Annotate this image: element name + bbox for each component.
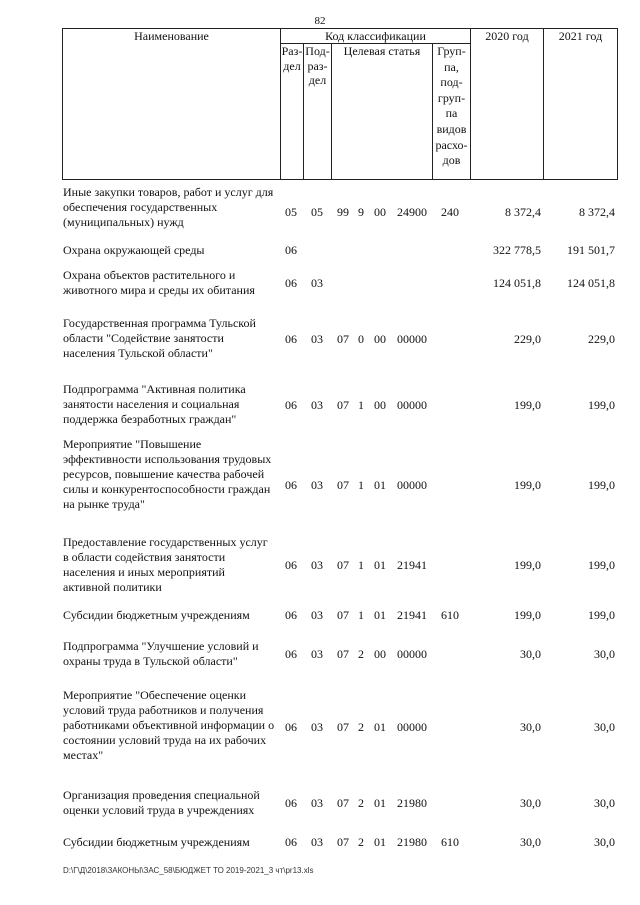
target-subprogram-cell: 1: [358, 608, 364, 622]
target-subprogram-cell: 1: [358, 478, 364, 492]
razdel-cell: 06: [285, 720, 297, 734]
podrazdel-cell: 03: [311, 647, 323, 661]
amount-2021-cell: 229,0: [588, 332, 615, 346]
amount-2021-cell: 191 501,7: [567, 243, 615, 257]
amount-2020-cell: 30,0: [520, 796, 541, 810]
target-subprogram-cell: 1: [358, 398, 364, 412]
target-subprogram-cell: 2: [358, 835, 364, 849]
row-name: Мероприятие "Обеспечение оценки условий труда работников и получения работниками объективной информации о состоянии условий труда на их рабочих местах": [63, 688, 275, 762]
target-event-cell: 01: [374, 608, 386, 622]
row-name: Охрана объектов растительного и животного мира и среды их обитания: [63, 268, 255, 297]
amount-2021-cell: 199,0: [588, 478, 615, 492]
razdel-cell: 06: [285, 608, 297, 622]
target-subprogram-cell: 2: [358, 720, 364, 734]
razdel-cell: 06: [285, 398, 297, 412]
amount-2021-cell: 8 372,4: [579, 205, 615, 219]
razdel-cell: 06: [285, 796, 297, 810]
target-subprogram-cell: 1: [358, 558, 364, 572]
row-name: Охрана окружающей среды: [63, 243, 205, 257]
row-name: Государственная программа Тульской области "Содействие занятости населения Тульской области": [63, 316, 256, 360]
page-number: 82: [314, 15, 326, 27]
expense-type-cell: 240: [441, 205, 459, 219]
header-kod-cell: [280, 28, 471, 44]
podrazdel-cell: 03: [311, 796, 323, 810]
target-direction-cell: 24900: [397, 205, 427, 219]
target-direction-cell: 21980: [397, 796, 427, 810]
podrazdel-cell: 05: [311, 205, 323, 219]
amount-2021-cell: 30,0: [594, 796, 615, 810]
amount-2020-cell: 124 051,8: [493, 276, 541, 290]
amount-2021-cell: 199,0: [588, 558, 615, 572]
target-subprogram-cell: 0: [358, 332, 364, 346]
podrazdel-cell: 03: [311, 558, 323, 572]
podrazdel-cell: 03: [311, 332, 323, 346]
target-direction-cell: 00000: [397, 398, 427, 412]
amount-2020-cell: 199,0: [514, 608, 541, 622]
amount-2020-cell: 30,0: [520, 720, 541, 734]
target-program-cell: 07: [337, 332, 349, 346]
podrazdel-cell: 03: [311, 608, 323, 622]
target-event-cell: 01: [374, 720, 386, 734]
amount-2020-cell: 199,0: [514, 558, 541, 572]
header-2021: 2021 год: [543, 28, 618, 180]
expense-type-cell: 610: [441, 835, 459, 849]
amount-2021-cell: 199,0: [588, 398, 615, 412]
razdel-cell: 06: [285, 243, 297, 257]
target-event-cell: 00: [374, 205, 386, 219]
header-kod: Код классификации: [325, 29, 426, 43]
target-event-cell: 00: [374, 398, 386, 412]
header-group: Груп- па, под- груп- па видов расхо- дов: [432, 43, 471, 180]
razdel-cell: 06: [285, 558, 297, 572]
header-razdel: Раз- дел: [280, 43, 304, 180]
row-name: Организация проведения специальной оценки условий труда в учреждениях: [63, 788, 260, 817]
row-name: Предоставление государственных услуг в области содействия занятости населения и иных мероприятий активной политики: [63, 535, 268, 594]
row-name: Подпрограмма "Улучшение условий и охраны труда в Тульской области": [63, 639, 259, 668]
expense-type-cell: 610: [441, 608, 459, 622]
target-program-cell: 07: [337, 647, 349, 661]
header-name-cell: [62, 28, 281, 180]
target-direction-cell: 00000: [397, 647, 427, 661]
podrazdel-cell: 03: [311, 276, 323, 290]
podrazdel-cell: 03: [311, 478, 323, 492]
target-direction-cell: 00000: [397, 478, 427, 492]
podrazdel-cell: 03: [311, 398, 323, 412]
amount-2021-cell: 30,0: [594, 720, 615, 734]
target-program-cell: 07: [337, 835, 349, 849]
header-2020: 2020 год: [470, 28, 544, 180]
row-name: Мероприятие "Повышение эффективности использования трудовых ресурсов, повышение качества рабочей силы и конкурентоспособности граждан на рынке труда": [63, 437, 272, 511]
razdel-cell: 06: [285, 478, 297, 492]
target-direction-cell: 21941: [397, 558, 427, 572]
razdel-cell: 06: [285, 835, 297, 849]
amount-2021-cell: 30,0: [594, 835, 615, 849]
target-program-cell: 99: [337, 205, 349, 219]
amount-2021-cell: 30,0: [594, 647, 615, 661]
target-event-cell: 01: [374, 796, 386, 810]
row-name: Иные закупки товаров, работ и услуг для обеспечения государственных (муниципальных) нужд: [63, 185, 274, 229]
amount-2020-cell: 30,0: [520, 835, 541, 849]
amount-2020-cell: 199,0: [514, 478, 541, 492]
target-program-cell: 07: [337, 478, 349, 492]
target-event-cell: 00: [374, 647, 386, 661]
target-program-cell: 07: [337, 608, 349, 622]
header-podrazdel: Под- раз- дел: [303, 43, 332, 180]
target-subprogram-cell: 2: [358, 796, 364, 810]
razdel-cell: 05: [285, 205, 297, 219]
target-direction-cell: 21980: [397, 835, 427, 849]
target-subprogram-cell: 2: [358, 647, 364, 661]
amount-2020-cell: 8 372,4: [505, 205, 541, 219]
target-subprogram-cell: 9: [358, 205, 364, 219]
file-path-footer: D:\Г\Д\2018\ЗАКОНЫ\ЗАС_58\БЮДЖЕТ ТО 2019-2021_3 чт\pr13.xls: [63, 866, 314, 875]
table-header: [0, 28, 640, 180]
target-event-cell: 01: [374, 558, 386, 572]
header-name: Наименование: [134, 29, 209, 43]
target-direction-cell: 00000: [397, 332, 427, 346]
target-direction-cell: 21941: [397, 608, 427, 622]
target-program-cell: 07: [337, 796, 349, 810]
amount-2020-cell: 199,0: [514, 398, 541, 412]
target-event-cell: 01: [374, 835, 386, 849]
amount-2020-cell: 322 778,5: [493, 243, 541, 257]
amount-2021-cell: 199,0: [588, 608, 615, 622]
target-direction-cell: 00000: [397, 720, 427, 734]
target-program-cell: 07: [337, 398, 349, 412]
razdel-cell: 06: [285, 332, 297, 346]
target-event-cell: 00: [374, 332, 386, 346]
row-name: Подпрограмма "Активная политика занятости населения и социальная поддержка безработных граждан": [63, 382, 246, 426]
row-name: Субсидии бюджетным учреждениям: [63, 608, 250, 622]
target-program-cell: 07: [337, 558, 349, 572]
target-event-cell: 01: [374, 478, 386, 492]
podrazdel-cell: 03: [311, 720, 323, 734]
podrazdel-cell: 03: [311, 835, 323, 849]
razdel-cell: 06: [285, 276, 297, 290]
header-target: Целевая статья: [331, 43, 433, 180]
amount-2020-cell: 30,0: [520, 647, 541, 661]
amount-2021-cell: 124 051,8: [567, 276, 615, 290]
amount-2020-cell: 229,0: [514, 332, 541, 346]
razdel-cell: 06: [285, 647, 297, 661]
target-program-cell: 07: [337, 720, 349, 734]
row-name: Субсидии бюджетным учреждениям: [63, 835, 250, 849]
